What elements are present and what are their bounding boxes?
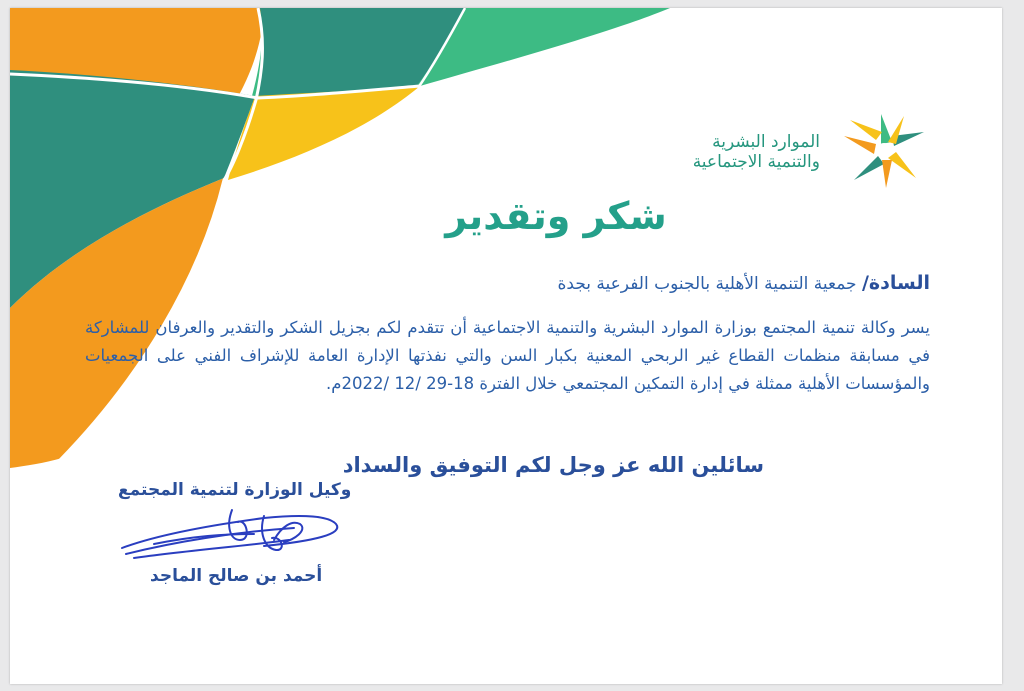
addressee-name: جمعية التنمية الأهلية بالجنوب الفرعية بجدة — [557, 274, 862, 294]
addressee-prefix: السادة/ — [861, 272, 930, 294]
decor-teal-wedge — [255, 8, 465, 103]
addressee-line — [557, 272, 930, 294]
corner-decoration — [10, 8, 680, 478]
handwritten-signature — [114, 496, 354, 568]
ministry-star-logo-icon — [838, 112, 930, 188]
certificate-title: شكر وتقدير — [445, 194, 667, 238]
ministry-name — [693, 132, 820, 172]
signer-name: أحمد بن صالح الماجد — [150, 566, 323, 586]
closing-phrase: سائلين الله عز وجل لكم التوفيق والسداد — [342, 453, 764, 477]
ministry-name-line2: والتنمية الاجتماعية — [692, 152, 820, 172]
ministry-name-line1: الموارد البشرية — [712, 132, 820, 152]
signer-title: وكيل الوزارة لتنمية المجتمع — [118, 480, 352, 500]
certificate-body: يسر وكالة تنمية المجتمع بوزارة الموارد البشرية والتنمية الاجتماعية أن تتقدم لكم بجزيل الشكر والتقدير والعرفان للمشاركة في مسابقة منظمات القطاع غير الربحي المعنية بكبار السن والتي نفذتها الإدارة العامة للإشراف الفني على الجمعيات والمؤسسات الأهلية ممثلة في إدارة التمكين المجتمعي خلال الفترة 18-29 /12 /2022م. — [85, 318, 930, 393]
certificate-page — [10, 8, 1002, 684]
